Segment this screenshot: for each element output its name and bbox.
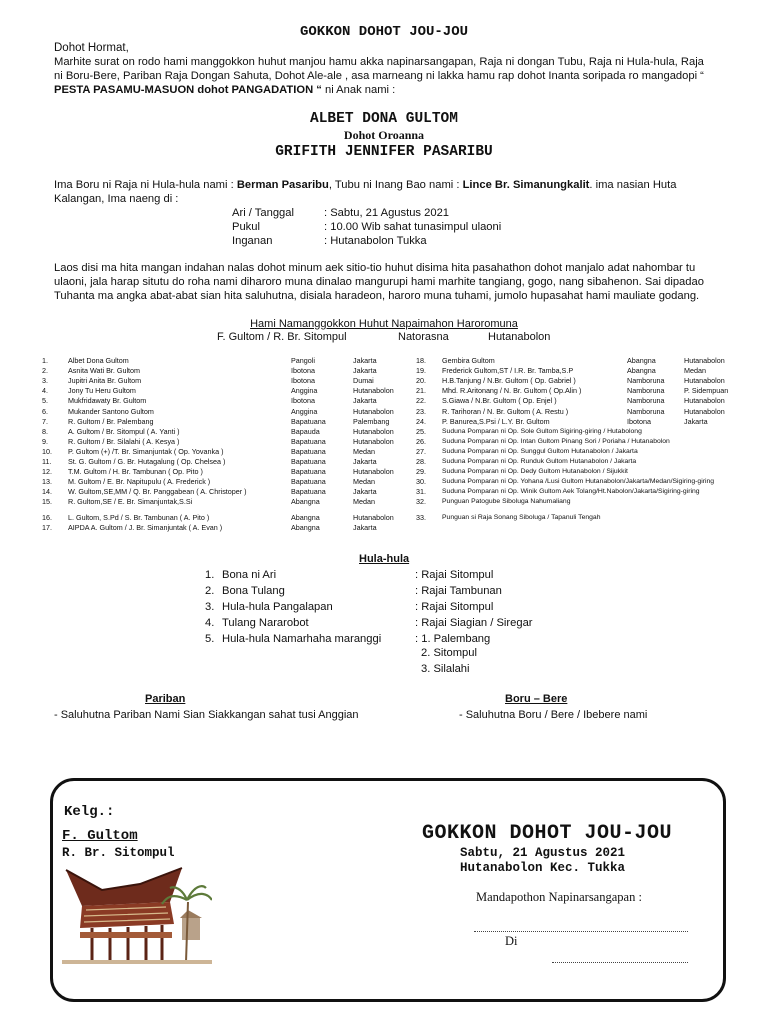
list-no: 22.	[416, 396, 426, 406]
card-di: Di	[505, 934, 518, 948]
hulahula-value: : Rajai Siagian / Siregar	[415, 617, 533, 629]
list-city: Jakarta	[353, 457, 377, 466]
list-name: R. Gultom / Br. Palembang	[68, 416, 154, 426]
list-role: Namboruna	[627, 396, 665, 406]
list-name: Frederick Gultom,ST / I.R. Br. Tamba,S.P	[442, 366, 574, 376]
list-city: P. Sidempuan	[684, 386, 729, 396]
list-no: 21.	[416, 386, 426, 396]
list-no: 9.	[42, 436, 48, 446]
list-role: Bapatuana	[291, 487, 326, 497]
list-city: Medan	[353, 477, 375, 487]
list-no: 11.	[42, 457, 52, 466]
list-no: 14.	[42, 487, 52, 497]
list-role: Ibotona	[627, 416, 651, 426]
list-name: Jupitri Anita Br. Gultom	[68, 376, 142, 386]
boru-heading-text: Boru – Bere	[505, 693, 568, 705]
hosts-names: F. Gultom / R. Br. Sitompul	[217, 331, 347, 343]
list-no: 2.	[42, 366, 48, 376]
hulahula-heading	[359, 552, 409, 566]
list-no: 15.	[42, 497, 52, 507]
hulahula-label: Tulang Nararobot	[222, 617, 309, 629]
list-name: Suduna Pomparan ni Op. Sole Gultom Sigiring-giring / Hutabolong	[442, 427, 642, 435]
schedule-value: : Hutanabolon Tukka	[324, 235, 427, 247]
card-place: Hutanabolon Kec. Tukka	[460, 861, 626, 875]
list-name: W. Gultom,SE,MM / Q. Br. Panggabean ( A. Christoper )	[68, 487, 247, 497]
mother-name: Lince Br. Simanungkalit	[462, 179, 590, 191]
hulahula-value: : Rajai Sitompul	[415, 601, 494, 613]
list-no: 28.	[416, 457, 426, 466]
list-name: Punguan Patogube Siboluga Nahumaliang	[442, 498, 571, 506]
list-city: Hutanabolon	[684, 376, 725, 386]
list-no: 10.	[42, 446, 52, 456]
hosts-heading-text: Hami Namanggokkon Huhut Napaimahon Haroromuna	[250, 318, 518, 330]
hulahula-no: 1.	[205, 569, 215, 581]
hulahula-label: Hula-hula Namarhaha maranggi	[222, 633, 382, 645]
list-name: H.B.Tanjung / N.Br. Gultom ( Op. Gabriel )	[442, 376, 576, 386]
list-role: Pangoli	[291, 356, 315, 365]
intro-line-1: Marhite surat on rodo hami manggokkon huhut manjou hamu akka napinarsangapan, Raja ni dongan Tubu, Raja ni Hula-hula, Raja	[54, 56, 704, 68]
list-city: Hutanabolon	[353, 512, 394, 522]
hosts-role: Natorasna	[398, 331, 449, 343]
list-name: St. G. Gultom / G. Br. Hutagalung ( Op. Chelsea )	[68, 457, 226, 466]
list-name: R. Tarihoran / N. Br. Gultom ( A. Restu )	[442, 406, 569, 416]
pariban-text: - Saluhutna Pariban Nami Sian Siakkangan sahat tusi Anggian	[54, 709, 359, 721]
list-city: Jakarta	[353, 356, 377, 365]
list-name: Mukander Santono Gultom	[68, 406, 154, 416]
card-name-2: R. Br. Sitompul	[62, 846, 175, 860]
parents-line-2: Kalangan, Ima naeng di :	[54, 193, 179, 205]
list-name: Suduna Pomparan ni Op. Intan Gultom Pinang Sori / Poriaha / Hutanabolon	[442, 437, 670, 445]
parents-text-1: Ima Boru ni Raja ni Hula-hula nami :	[54, 179, 237, 191]
list-city: Hutanabolon	[684, 406, 725, 416]
list-name: Suduna Pomparan ni Op. Dedy Gultom Hutanabolon / Sijukkit	[442, 468, 628, 476]
schedule-value: : Sabtu, 21 Agustus 2021	[324, 207, 450, 219]
list-role: Bapatuana	[291, 416, 326, 426]
list-name: L. Gultom, S.Pd / S. Br. Tambunan ( A. Pito )	[68, 512, 210, 522]
list-no: 27.	[416, 446, 426, 456]
salutation: Dohot Hormat,	[54, 42, 129, 54]
list-no: 1.	[42, 356, 48, 365]
list-name: R. Gultom / Br. Silalahi ( A. Kesya )	[68, 436, 180, 446]
hulahula-value: : 1. Palembang	[415, 633, 491, 645]
list-name: Suduna Pomparan ni Op. Sunggul Gultom Hutanabolon / Jakarta	[442, 447, 638, 455]
card-kelg: Kelg.:	[64, 804, 115, 820]
list-no: 8.	[42, 426, 48, 436]
list-city: Hutanabolon	[684, 396, 725, 406]
page-title: GOKKON DOHOT JOU-JOU	[299, 24, 469, 40]
hulahula-extra: 2. Sitompul	[421, 647, 477, 659]
list-no: 29.	[416, 467, 426, 477]
list-role: Bapauda	[291, 426, 320, 436]
list-city: Hutanabolon	[353, 406, 394, 416]
list-role: Abangna	[627, 366, 656, 376]
list-no: 31.	[416, 487, 426, 497]
list-role: Bapatuana	[291, 467, 326, 477]
card-date: Sabtu, 21 Agustus 2021	[460, 846, 626, 860]
list-role: Ibotona	[291, 366, 315, 376]
intro-line-3	[54, 83, 395, 97]
hulahula-label: Bona Tulang	[222, 585, 285, 597]
schedule-label: Ari / Tanggal	[232, 207, 294, 219]
list-name: Mukfridawaty Br. Gultom	[68, 396, 147, 406]
list-city: Hutanabolon	[684, 356, 725, 365]
event-suffix: ni Anak nami :	[321, 84, 396, 96]
list-role: Abangna	[291, 512, 320, 522]
list-role: Abangna	[627, 356, 656, 365]
batak-house-illustration	[62, 862, 212, 966]
hulahula-no: 3.	[205, 601, 215, 613]
list-no: 30.	[416, 477, 426, 487]
list-name: Albet Dona Gultom	[68, 356, 129, 365]
list-name: Suduna Pomparan ni Op. Runduk Gultom Hutanabolon / Jakarta	[442, 458, 637, 465]
list-name: P. Banurea,S.Psi / L.Y. Br. Gultom	[442, 416, 550, 426]
hulahula-label: Bona ni Ari	[222, 569, 277, 581]
list-city: Medan	[684, 366, 706, 376]
schedule-row	[232, 234, 427, 248]
hulahula-no: 5.	[205, 633, 215, 645]
boru-text: - Saluhutna Boru / Bere / Ibebere nami	[459, 709, 648, 721]
intro-line-2: ni Boru-Bere, Pariban Raja Dongan Sahuta, Dohot Ale-ale , asa marneang ni lakka hamu rap dohot Inanta soripada ro mangadopi “	[54, 70, 704, 82]
list-role: Namboruna	[627, 376, 665, 386]
list-city: Jakarta	[353, 396, 377, 406]
list-city: Hutanabolon	[353, 386, 394, 396]
hulahula-label: Hula-hula Pangalapan	[222, 601, 333, 613]
schedule-row	[232, 206, 449, 220]
list-no: 17.	[42, 522, 52, 532]
card-title: GOKKON DOHOT JOU-JOU	[422, 822, 673, 845]
boru-heading	[505, 692, 567, 706]
list-no: 23.	[416, 406, 426, 416]
list-name: Gembira Gultom	[442, 356, 495, 365]
parents-text-3: . ima nasian Huta	[589, 179, 677, 191]
list-name: Suduna Pomparan ni Op. Winik Gultom Aek Tolang/Ht.Nabolon/Jakarta/Sigiring-giring	[442, 488, 700, 496]
list-role: Bapatuana	[291, 436, 326, 446]
list-name: M. Gultom / E. Br. Napitupulu ( A. Frederick )	[68, 477, 211, 487]
list-no: 13.	[42, 477, 52, 487]
father-name: Berman Pasaribu	[236, 179, 329, 191]
list-role: Bapatuana	[291, 457, 326, 466]
parents-text-2: , Tubu ni Inang Bao nami :	[328, 179, 463, 191]
list-no: 18.	[416, 356, 426, 365]
list-no: 20.	[416, 376, 426, 386]
hosts-place: Hutanabolon	[488, 331, 551, 343]
hosts-heading	[0, 317, 768, 331]
body-line: Laos disi ma hita mangan indahan nalas dohot minum aek sitio-tio huhut disima hita pasahathon dohot manjalo adat nahombar tu	[54, 262, 696, 274]
list-no: 33.	[416, 512, 426, 522]
hulahula-no: 2.	[205, 585, 215, 597]
list-name: R. Gultom,SE / E. Br. Simanjuntak,S.Si	[68, 497, 193, 507]
list-role: Namboruna	[627, 386, 665, 396]
list-city: Jakarta	[353, 522, 377, 532]
hulahula-extra: 3. Silalahi	[421, 663, 470, 675]
list-name: Mhd. R.Aritonang / N. Br. Gultom ( Op.Alin )	[442, 386, 582, 396]
card-name-1: F. Gultom	[62, 828, 138, 844]
schedule-value: : 10.00 Wib sahat tunasimpul ulaoni	[324, 221, 502, 233]
list-city: Hutanabolon	[353, 426, 394, 436]
list-city: Medan	[353, 446, 375, 456]
schedule-label: Inganan	[232, 235, 273, 247]
connector: Dohot Oroanna	[343, 128, 425, 142]
list-role: Namboruna	[627, 406, 665, 416]
list-no: 32.	[416, 497, 426, 507]
list-name: Asnita Wati Br. Gultom	[68, 366, 141, 376]
list-name: Suduna Pomparan ni Op. Yohana /Lusi Gultom Hutanabolon/Jakarta/Medan/Sigiring-giring	[442, 478, 715, 486]
pariban-heading	[145, 692, 185, 706]
list-no: 3.	[42, 376, 48, 386]
list-city: Hutanabolon	[353, 467, 394, 477]
groom-name: ALBET DONA GULTOM	[310, 111, 458, 127]
address-line-2	[552, 961, 688, 963]
list-no: 6.	[42, 406, 48, 416]
list-role: Anggina	[291, 406, 318, 416]
list-city: Jakarta	[353, 487, 377, 497]
list-city: Medan	[353, 497, 375, 507]
list-name: S.Giawa / N.Br. Gultom ( Op. Enjel )	[442, 396, 557, 406]
list-role: Abangna	[291, 522, 320, 532]
body-line: Tuhanta ma angka abat-abat sian hita saluhutna, disiala haradeon, haroro muna tuhami, jumolo hupasahat hami mauliate godang.	[54, 290, 700, 302]
schedule-row	[232, 220, 501, 234]
parents-line-1	[54, 178, 676, 192]
hulahula-value: : Rajai Tambunan	[415, 585, 502, 597]
list-role: Ibotona	[291, 376, 315, 386]
list-role: Abangna	[291, 497, 320, 507]
schedule-label: Pukul	[232, 221, 260, 233]
hulahula-heading-text: Hula-hula	[359, 553, 410, 565]
list-no: 12.	[42, 467, 52, 477]
list-city: Jakarta	[353, 366, 377, 376]
list-name: Punguan si Raja Sonang Siboluga / Tapanuli Tengah	[442, 513, 601, 521]
list-role: Anggina	[291, 386, 318, 396]
list-name: Jony Tu Heru Gultom	[68, 386, 136, 396]
bride-name: GRIFITH JENNIFER PASARIBU	[275, 144, 493, 160]
list-no: 5.	[42, 396, 48, 406]
list-city: Dumai	[353, 376, 374, 386]
list-role: Bapatuana	[291, 477, 326, 487]
body-line: ulaoni, jala harap situtu do roha nami diharoro muna dinalao mangurupi hami marhite tangiang, gogo, nang sibahenon. Sai dipadao	[54, 276, 704, 288]
recipient-label: Mandapothon Napinarsangapan :	[476, 890, 642, 904]
list-no: 16.	[42, 512, 52, 522]
list-no: 4.	[42, 386, 48, 396]
list-city: Palembang	[353, 416, 390, 426]
address-line-1	[474, 930, 688, 932]
list-no: 25.	[416, 426, 426, 436]
hulahula-value: : Rajai Sitompul	[415, 569, 494, 581]
pariban-heading-text: Pariban	[145, 693, 186, 705]
list-role: Bapatuana	[291, 446, 326, 456]
list-no: 26.	[416, 436, 426, 446]
list-name: AIPDA A. Gultom / J. Br. Simanjuntak ( A. Evan )	[68, 522, 223, 532]
list-no: 19.	[416, 366, 426, 376]
list-name: P. Gultom (+) /T. Br. Simanjuntak ( Op. Yovanka )	[68, 446, 224, 456]
list-name: T.M. Gultom / H. Br. Tambunan ( Op. Pito )	[68, 467, 203, 477]
list-role: Ibotona	[291, 396, 315, 406]
list-city: Jakarta	[684, 416, 708, 426]
list-no: 24.	[416, 416, 426, 426]
list-no: 7.	[42, 416, 48, 426]
hulahula-no: 4.	[205, 617, 215, 629]
list-name: A. Gultom / Br. Sitompul ( A. Yanti )	[68, 426, 180, 436]
list-city: Hutanabolon	[353, 436, 394, 446]
event-name: PESTA PASAMU-MASUON dohot PANGADATION “	[54, 84, 322, 96]
